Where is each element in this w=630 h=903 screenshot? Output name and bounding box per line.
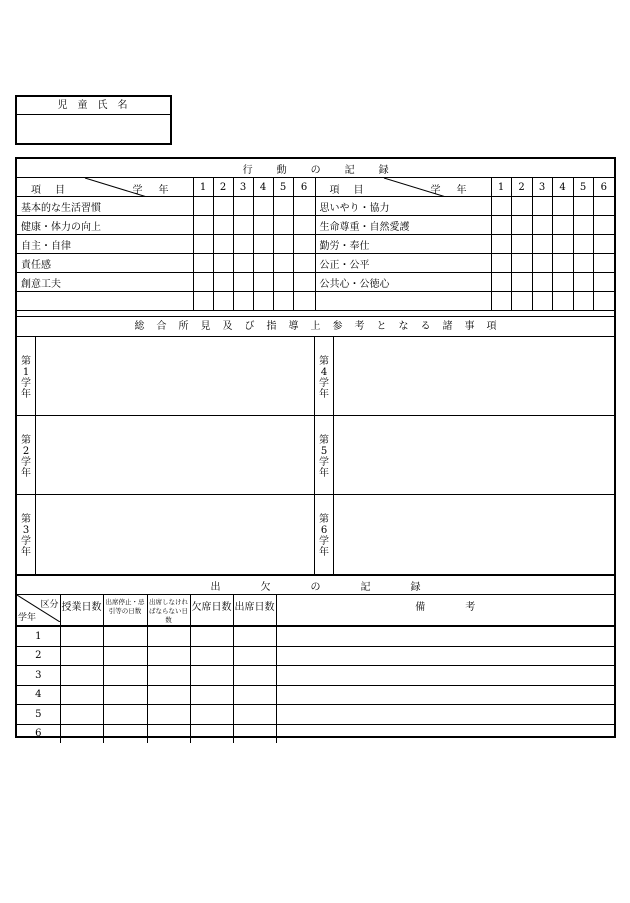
behavior-mark-cell[interactable] [193, 197, 213, 216]
behavior-mark-cell[interactable] [491, 273, 511, 292]
general-remarks-section [17, 316, 614, 575]
col-required-days: 出席しなければならない日数 [147, 595, 190, 627]
attendance-grade: 5 [17, 705, 60, 725]
behavior-mark-cell[interactable] [573, 216, 593, 235]
behavior-mark-cell[interactable] [491, 235, 511, 254]
attendance-cell[interactable] [190, 626, 233, 646]
behavior-mark-cell[interactable] [593, 292, 614, 311]
attendance-row [17, 685, 614, 705]
behavior-mark-cell[interactable] [273, 273, 293, 292]
behavior-row [17, 197, 614, 216]
behavior-mark-cell[interactable] [293, 216, 315, 235]
attendance-cell[interactable] [60, 724, 103, 743]
behavior-row [17, 273, 614, 292]
behavior-mark-cell[interactable] [593, 273, 614, 292]
attendance-grade: 1 [17, 626, 60, 646]
attendance-header-row [17, 595, 614, 627]
attendance-cell[interactable] [233, 666, 276, 686]
attendance-cell[interactable] [276, 705, 614, 725]
attendance-row [17, 705, 614, 725]
behavior-mark-cell[interactable] [253, 216, 273, 235]
behavior-mark-cell[interactable] [593, 254, 614, 273]
student-name-label: 児童氏名 [17, 97, 170, 115]
header-grade-label: 学年 [430, 185, 483, 196]
behavior-mark-cell[interactable] [532, 292, 552, 311]
behavior-mark-cell[interactable] [213, 254, 233, 273]
behavior-item-left: 基本的な生活習慣 [17, 197, 193, 216]
attendance-row [17, 646, 614, 666]
attendance-cell[interactable] [103, 646, 147, 666]
behavior-mark-cell[interactable] [532, 235, 552, 254]
behavior-mark-cell[interactable] [593, 235, 614, 254]
record-form [15, 157, 616, 738]
behavior-item-right: 勤労・奉仕 [315, 235, 491, 254]
behavior-mark-cell[interactable] [532, 273, 552, 292]
category-grade-corner [17, 595, 60, 627]
behavior-mark-cell[interactable] [213, 197, 233, 216]
behavior-mark-cell[interactable] [293, 273, 315, 292]
col-class-days: 授業日数 [60, 595, 103, 627]
behavior-mark-cell[interactable] [573, 254, 593, 273]
behavior-mark-cell[interactable] [511, 197, 532, 216]
grade-label: 第1学年 [17, 336, 36, 415]
attendance-cell[interactable] [103, 724, 147, 743]
grade-col: 5 [573, 178, 593, 197]
behavior-mark-cell[interactable] [293, 197, 315, 216]
attendance-title: 出欠の記録 [17, 575, 614, 595]
col-attendance-days: 出席日数 [233, 595, 276, 627]
attendance-cell[interactable] [147, 705, 190, 725]
behavior-mark-cell[interactable] [593, 197, 614, 216]
attendance-cell[interactable] [233, 705, 276, 725]
grade-label: 学年 [18, 613, 37, 623]
grade-col: 2 [511, 178, 532, 197]
behavior-mark-cell[interactable] [273, 254, 293, 273]
behavior-mark-cell[interactable] [193, 254, 213, 273]
attendance-cell[interactable] [147, 626, 190, 646]
behavior-mark-cell[interactable] [491, 197, 511, 216]
behavior-mark-cell[interactable] [193, 216, 213, 235]
behavior-mark-cell[interactable] [253, 197, 273, 216]
behavior-mark-cell[interactable] [233, 292, 253, 311]
behavior-row [17, 292, 614, 311]
attendance-grade: 3 [17, 666, 60, 686]
behavior-mark-cell[interactable] [213, 292, 233, 311]
behavior-mark-cell[interactable] [532, 254, 552, 273]
behavior-record-table [17, 159, 614, 311]
grade-label: 第5学年 [315, 415, 334, 494]
attendance-cell[interactable] [103, 666, 147, 686]
behavior-mark-cell[interactable] [552, 254, 573, 273]
col-absence-days: 欠席日数 [190, 595, 233, 627]
attendance-cell[interactable] [60, 685, 103, 705]
attendance-cell[interactable] [190, 685, 233, 705]
behavior-mark-cell[interactable] [552, 273, 573, 292]
behavior-mark-cell[interactable] [253, 235, 273, 254]
grade-col: 4 [253, 178, 273, 197]
attendance-grade: 2 [17, 646, 60, 666]
behavior-mark-cell[interactable] [491, 292, 511, 311]
grade-col: 6 [293, 178, 315, 197]
attendance-grade: 4 [17, 685, 60, 705]
behavior-mark-cell[interactable] [491, 254, 511, 273]
behavior-mark-cell[interactable] [511, 235, 532, 254]
behavior-mark-cell[interactable] [511, 216, 532, 235]
behavior-mark-cell[interactable] [293, 235, 315, 254]
behavior-mark-cell[interactable] [511, 292, 532, 311]
behavior-item-right: 公共心・公徳心 [315, 273, 491, 292]
header-item-label: 項目 [31, 185, 79, 196]
attendance-row [17, 626, 614, 646]
behavior-mark-cell[interactable] [511, 254, 532, 273]
behavior-mark-cell[interactable] [491, 216, 511, 235]
attendance-cell[interactable] [233, 685, 276, 705]
behavior-mark-cell[interactable] [193, 235, 213, 254]
remarks-grade-1 [17, 336, 315, 416]
behavior-record-title: 行動の記録 [17, 159, 614, 178]
attendance-cell[interactable] [60, 705, 103, 725]
behavior-mark-cell[interactable] [593, 216, 614, 235]
behavior-mark-cell[interactable] [233, 254, 253, 273]
behavior-mark-cell[interactable] [532, 216, 552, 235]
attendance-cell[interactable] [60, 666, 103, 686]
grade-col: 6 [593, 178, 614, 197]
behavior-mark-cell[interactable] [273, 292, 293, 311]
attendance-cell[interactable] [276, 685, 614, 705]
behavior-mark-cell[interactable] [573, 273, 593, 292]
remarks-grade-5 [315, 415, 614, 495]
grade-label: 第2学年 [17, 415, 36, 494]
behavior-mark-cell[interactable] [552, 235, 573, 254]
remarks-grade-3 [17, 494, 315, 575]
attendance-cell[interactable] [103, 626, 147, 646]
attendance-cell[interactable] [147, 724, 190, 743]
behavior-mark-cell[interactable] [273, 216, 293, 235]
behavior-mark-cell[interactable] [213, 216, 233, 235]
attendance-cell[interactable] [190, 646, 233, 666]
grade-col: 1 [491, 178, 511, 197]
col-suspension-days: 出席停止・忌引等の日数 [103, 595, 147, 627]
header-grade-label: 学年 [132, 185, 185, 196]
behavior-mark-cell[interactable] [293, 254, 315, 273]
behavior-row [17, 216, 614, 235]
behavior-mark-cell[interactable] [273, 197, 293, 216]
grade-col: 2 [213, 178, 233, 197]
attendance-cell[interactable] [233, 626, 276, 646]
behavior-mark-cell[interactable] [293, 292, 315, 311]
behavior-item-right [315, 292, 491, 311]
behavior-mark-cell[interactable] [193, 273, 213, 292]
behavior-row [17, 254, 614, 273]
attendance-cell[interactable] [147, 646, 190, 666]
header-item-grade-left [17, 178, 193, 197]
attendance-cell[interactable] [190, 666, 233, 686]
header-item-label: 項目 [329, 185, 378, 196]
behavior-mark-cell[interactable] [233, 197, 253, 216]
behavior-mark-cell[interactable] [253, 292, 273, 311]
behavior-mark-cell[interactable] [511, 273, 532, 292]
remarks-grade-6 [315, 494, 614, 575]
attendance-cell[interactable] [60, 646, 103, 666]
behavior-mark-cell[interactable] [213, 235, 233, 254]
behavior-header-row [17, 178, 614, 197]
behavior-row [17, 235, 614, 254]
grade-label: 第4学年 [315, 336, 334, 415]
behavior-mark-cell[interactable] [573, 292, 593, 311]
behavior-item-right: 公正・公平 [315, 254, 491, 273]
attendance-cell[interactable] [60, 626, 103, 646]
behavior-mark-cell[interactable] [273, 235, 293, 254]
behavior-mark-cell[interactable] [253, 254, 273, 273]
behavior-mark-cell[interactable] [233, 273, 253, 292]
attendance-cell[interactable] [276, 626, 614, 646]
behavior-item-right: 生命尊重・自然愛護 [315, 216, 491, 235]
grade-col: 4 [552, 178, 573, 197]
attendance-cell[interactable] [233, 646, 276, 666]
grade-label: 第3学年 [17, 494, 36, 575]
attendance-cell[interactable] [276, 724, 614, 743]
attendance-cell[interactable] [147, 685, 190, 705]
grade-label: 第6学年 [315, 494, 334, 575]
general-remarks-title: 総合所見及び指導上参考となる諸事項 [17, 317, 614, 337]
behavior-mark-cell[interactable] [552, 292, 573, 311]
attendance-cell[interactable] [103, 705, 147, 725]
behavior-mark-cell[interactable] [233, 216, 253, 235]
behavior-mark-cell[interactable] [532, 197, 552, 216]
behavior-item-left: 責任感 [17, 254, 193, 273]
attendance-cell[interactable] [147, 666, 190, 686]
behavior-mark-cell[interactable] [573, 197, 593, 216]
behavior-mark-cell[interactable] [552, 216, 573, 235]
attendance-grade: 6 [17, 724, 60, 743]
attendance-cell[interactable] [103, 685, 147, 705]
attendance-cell[interactable] [276, 646, 614, 666]
behavior-item-left [17, 292, 193, 311]
behavior-item-right: 思いやり・協力 [315, 197, 491, 216]
behavior-mark-cell[interactable] [552, 197, 573, 216]
attendance-row [17, 666, 614, 686]
student-name-box [15, 95, 172, 145]
header-item-grade-right [315, 178, 491, 197]
behavior-mark-cell[interactable] [573, 235, 593, 254]
behavior-item-left: 健康・体力の向上 [17, 216, 193, 235]
remarks-grade-2 [17, 415, 315, 495]
attendance-cell[interactable] [190, 705, 233, 725]
category-label: 区分 [40, 600, 59, 610]
col-remarks: 備考 [276, 595, 614, 627]
behavior-mark-cell[interactable] [253, 273, 273, 292]
attendance-row [17, 724, 614, 743]
behavior-item-left: 自主・自律 [17, 235, 193, 254]
grade-col: 3 [233, 178, 253, 197]
behavior-mark-cell[interactable] [193, 292, 213, 311]
behavior-mark-cell[interactable] [233, 235, 253, 254]
attendance-cell[interactable] [276, 666, 614, 686]
grade-col: 3 [532, 178, 552, 197]
grade-col: 1 [193, 178, 213, 197]
behavior-item-left: 創意工夫 [17, 273, 193, 292]
attendance-table [17, 574, 614, 743]
attendance-cell[interactable] [190, 724, 233, 743]
grade-col: 5 [273, 178, 293, 197]
remarks-grade-4 [315, 336, 614, 416]
behavior-mark-cell[interactable] [213, 273, 233, 292]
attendance-cell[interactable] [233, 724, 276, 743]
